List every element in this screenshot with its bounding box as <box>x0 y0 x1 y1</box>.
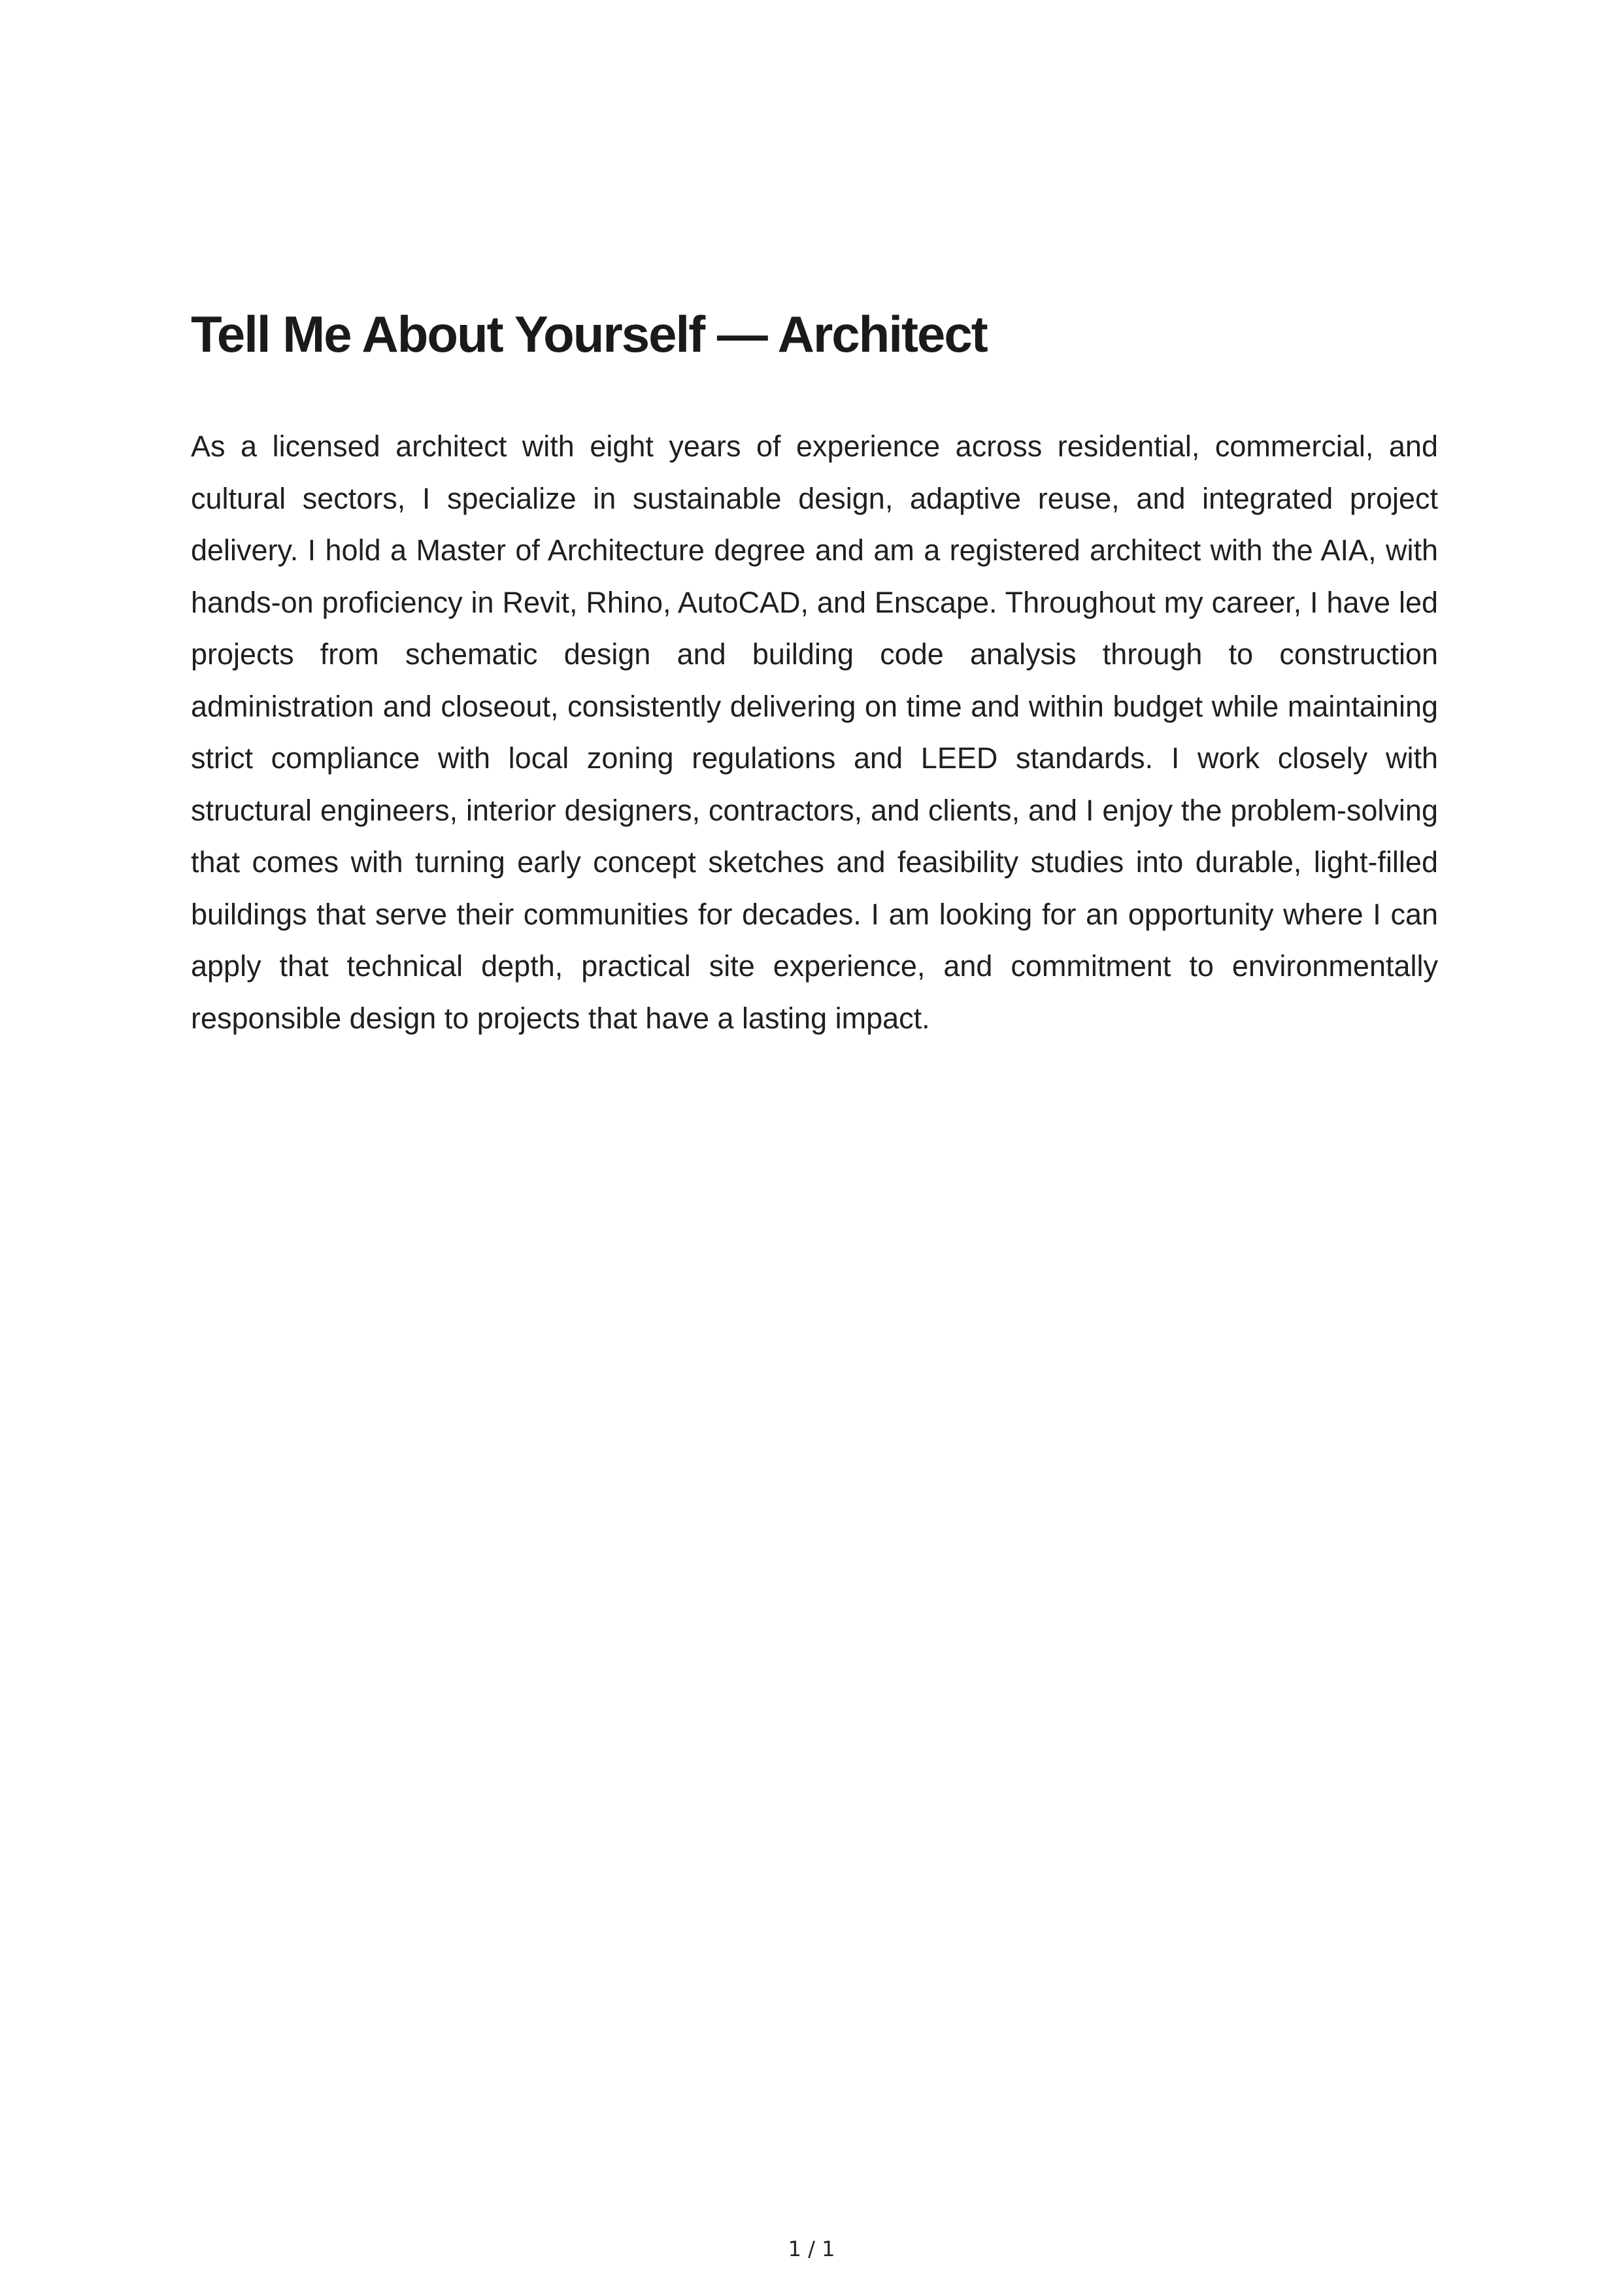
page-number: 1 / 1 <box>788 2237 835 2261</box>
body-paragraph: As a licensed architect with eight years of experience across residential, commercial, and cultural sectors, I specialize in sustainable design, adaptive reuse, and integrated project delivery. I hold a Master of Architecture degree and am a registered architect with the AIA, with hands-on proficiency in Revit, Rhino, AutoCAD, and Enscape. Throughout my career, I have led projects from schematic design and building code analysis through to construction administration and closeout, consistently delivering on time and within budget while maintaining strict compliance with local zoning regulations and LEED standards. I work closely with structural engineers, interior designers, contractors, and clients, and I enjoy the problem-solving that comes with turning early concept sketches and feasibility studies into durable, light-filled buildings that serve their communities for decades. I am looking for an opportunity where I can apply that technical depth, practical site experience, and commitment to environmentally responsible design to projects that have a lasting impact. <box>191 430 1438 1035</box>
document-content <box>191 297 1438 1044</box>
document-title: Tell Me About Yourself — Architect <box>191 305 987 363</box>
